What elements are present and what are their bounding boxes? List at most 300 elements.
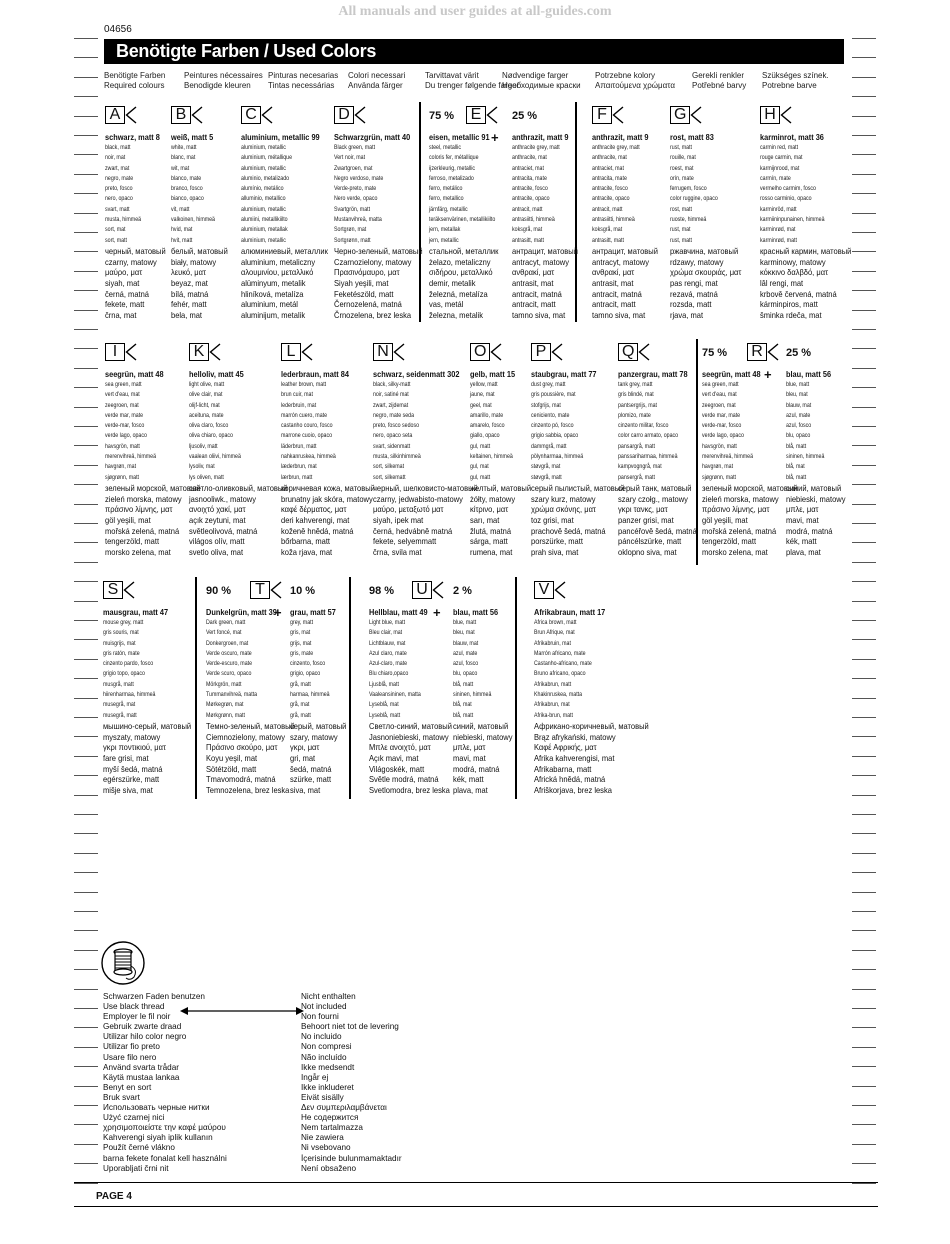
color-translation: hvid, mat xyxy=(171,226,193,234)
color-translation: gris, mate xyxy=(290,649,314,657)
color-translation: ferroso, metalizado xyxy=(429,174,474,182)
margin-tick xyxy=(74,310,98,311)
color-translation: bílá, matná xyxy=(171,288,209,299)
margin-tick xyxy=(74,620,98,621)
color-name-list xyxy=(670,132,749,321)
plus-icon: + xyxy=(274,605,282,620)
color-translation: stofgrijs, mat xyxy=(531,401,561,409)
color-translation: nero, opaco seta xyxy=(373,432,413,440)
color-translation: Feketészöld, matt xyxy=(334,288,394,299)
chevron-left-icon xyxy=(612,106,624,124)
color-translation: Svetlomodra, brez leska xyxy=(369,785,450,796)
margin-tick xyxy=(74,426,98,427)
margin-tick xyxy=(74,213,98,214)
color-translation: Verde-preto, mate xyxy=(334,185,377,193)
color-translation: verde mar, mate xyxy=(105,411,144,419)
margin-tick xyxy=(852,911,876,912)
color-translation: gul, mat xyxy=(470,463,489,471)
color-translation: vit, matt xyxy=(171,205,190,213)
color-translation: antracite, opaco xyxy=(512,195,550,203)
color-letter: O xyxy=(470,343,490,361)
color-translation: støvgrå, matt xyxy=(531,473,562,481)
color-translation: Vert noir, mat xyxy=(334,154,366,162)
color-name: karminrot, matt 36 xyxy=(760,132,824,142)
color-translation: lederbruin, mat xyxy=(281,401,317,409)
color-translation: Afrikabruin, mat xyxy=(534,639,571,647)
margin-tick xyxy=(852,368,876,369)
color-letter: G xyxy=(670,106,690,124)
color-translation: rouge carmin, mat xyxy=(760,154,803,162)
note-line: Utilizar hilo color negro xyxy=(103,1032,187,1042)
margin-tick xyxy=(852,872,876,873)
color-translation: világos olív, matt xyxy=(189,536,245,547)
color-letter: U xyxy=(412,581,432,599)
color-translation: vert d'eau, mat xyxy=(105,391,140,399)
color-translation: gul, matt xyxy=(470,473,491,481)
color-translation: anthracite, mat xyxy=(592,154,627,162)
color-translation: preto, fosco xyxy=(105,185,133,193)
color-translation: järnfärg, metallic xyxy=(429,205,468,213)
color-translation: myší šedá, matná xyxy=(103,763,163,774)
color-translation: Koyu yeşil, mat xyxy=(206,753,258,764)
color-translation: kárminpiros, matt xyxy=(760,299,818,310)
note-line: İçerisinde bulunmamaktadır xyxy=(301,1153,402,1163)
color-translation: niebieski, matowy xyxy=(786,493,846,504)
color-translation: marrón cuero, mate xyxy=(281,411,328,419)
color-translation: color ruggine, opaco xyxy=(670,195,718,203)
margin-tick xyxy=(74,174,98,175)
color-translation: ржавчина, матовый xyxy=(670,245,739,256)
color-translation: antracit, matt xyxy=(592,205,623,213)
color-name: eisen, metallic 91 xyxy=(429,132,490,142)
note-line: Nie zawiera xyxy=(301,1133,344,1143)
color-translation: χρώμα σκουριάς, ματ xyxy=(670,267,742,278)
color-translation: verde mar, mate xyxy=(702,411,741,419)
margin-tick xyxy=(74,504,98,505)
color-translation: verde lago, opaco xyxy=(702,432,744,440)
margin-tick xyxy=(74,57,98,58)
color-translation: zwart, zijdemat xyxy=(373,401,409,409)
color-translation: železná, metalíza xyxy=(429,288,488,299)
color-translation: panssariharmaa, himmeä xyxy=(618,453,678,461)
color-name: blau, matt 56 xyxy=(786,369,832,379)
margin-tick xyxy=(74,1066,98,1067)
color-translation: dust grey, matt xyxy=(531,381,566,388)
margin-tick xyxy=(852,1183,876,1184)
color-translation: Brun Afrique, mat xyxy=(534,629,575,637)
color-name: aluminium, metallic 99 xyxy=(241,132,320,142)
note-line: Eivät sisälly xyxy=(301,1092,344,1102)
color-translation: porszürke, matt xyxy=(531,536,583,547)
margin-tick xyxy=(852,329,876,330)
color-translation: bőrbarna, matt xyxy=(281,536,331,547)
page-title: Benötigte Farben / Used Colors xyxy=(116,41,377,61)
color-translation: rozsda, matt xyxy=(670,299,712,310)
color-translation: fekete, selyemmatt xyxy=(373,536,437,547)
margin-tick xyxy=(74,329,98,330)
color-translation: Azul-claro, mate xyxy=(369,660,408,668)
color-translation: синий, матовый xyxy=(453,720,509,731)
color-translation: cinzento pardo, fosco xyxy=(103,660,154,668)
thread-spool-icon xyxy=(100,940,146,986)
color-translation: blå, matt xyxy=(453,711,474,719)
color-translation: göl yeşili, mat xyxy=(105,515,151,526)
color-translation: anthracite grey, matt xyxy=(592,144,640,151)
color-name-list xyxy=(290,607,353,796)
chevron-left-icon xyxy=(125,343,137,361)
margin-tick xyxy=(852,620,876,621)
margin-tick xyxy=(74,154,98,155)
color-translation: antracite, fosco xyxy=(592,185,628,193)
color-translation: стальной, металлик xyxy=(429,245,499,256)
color-translation: páncélszürke, matt xyxy=(618,536,682,547)
color-translation: sea green, matt xyxy=(105,381,142,388)
color-translation: morsko zelena, mat xyxy=(702,547,768,558)
plus-icon: + xyxy=(433,605,441,620)
color-letter: A xyxy=(105,106,125,124)
color-translation: rdzawy, matowy xyxy=(670,256,724,267)
color-translation: grigio topo, opaco xyxy=(103,670,145,678)
color-translation: coloris fer, métallique xyxy=(429,154,479,162)
color-translation: черный, шелковисто-матовый xyxy=(373,482,478,493)
color-translation: λευκό, ματ xyxy=(171,267,206,278)
color-translation: Črnozelena, brez leska xyxy=(334,310,412,321)
margin-tick xyxy=(852,1124,876,1125)
color-translation: alumiini, metallikiilto xyxy=(241,216,288,224)
margin-tick xyxy=(74,581,98,582)
color-translation: plomizo, mate xyxy=(618,411,651,419)
color-translation: sort, matt xyxy=(105,236,127,244)
color-translation: harmaa, himmeä xyxy=(290,691,330,699)
note-line: Nem tartalmazza xyxy=(301,1123,363,1133)
color-translation: železna, metalik xyxy=(429,310,484,321)
color-name-list xyxy=(470,369,538,558)
color-translation: Black green, matt xyxy=(334,144,376,151)
margin-tick xyxy=(74,387,98,388)
header-label: Benötigte Farben Required colours xyxy=(104,71,166,90)
chevron-left-icon xyxy=(354,106,366,124)
color-translation: blauw, mat xyxy=(786,401,812,409)
color-name: blau, matt 56 xyxy=(453,607,499,617)
note-line: Não incluído xyxy=(301,1052,347,1062)
color-translation: vermelho carmim, fosco xyxy=(760,185,816,193)
color-translation: алюминиевый, металлик xyxy=(241,245,328,256)
color-translation: dammgrå, matt xyxy=(531,442,567,450)
color-translation: jern, metallic xyxy=(429,236,459,244)
left-margin-ticks xyxy=(74,0,98,1244)
margin-tick xyxy=(852,659,876,660)
color-translation: olijf-licht, mat xyxy=(189,401,220,409)
color-translation: giallo, opaco xyxy=(470,432,500,440)
color-translation: svart, matt xyxy=(105,205,130,213)
color-name-list xyxy=(281,369,385,558)
color-translation: plava, mat xyxy=(786,547,821,558)
color-translation: blå, matt xyxy=(453,680,474,688)
color-translation: σιδήρου, μεταλλικό xyxy=(429,267,493,278)
margin-tick xyxy=(852,639,876,640)
color-translation: tengerzöld, matt xyxy=(702,536,757,547)
color-translation: καφέ δέρματος, ματ xyxy=(281,504,347,515)
color-letter-badge xyxy=(103,581,135,599)
margin-tick xyxy=(852,445,876,446)
color-translation: musta, silkinhimmeä xyxy=(373,453,421,461)
color-translation: cinzento pó, fosco xyxy=(531,422,574,430)
color-translation: žlutá, matná xyxy=(470,525,512,536)
color-translation: azul, fosco xyxy=(786,422,812,430)
mix-percent: 98 % xyxy=(369,585,395,597)
color-translation: pas rengi, mat xyxy=(670,278,718,289)
color-translation: aluminium, metallic xyxy=(241,205,286,213)
note-line: Benyt en sort xyxy=(103,1082,152,1092)
color-translation: kék, matt xyxy=(786,536,817,547)
color-translation: černá, hedvábně matná xyxy=(373,525,453,536)
watermark: All manuals and user guides at all-guides.com xyxy=(338,4,612,19)
color-translation: антрацит, матовый xyxy=(592,245,658,256)
color-translation: svetlo oliva, mat xyxy=(189,547,244,558)
color-translation: açık zeytuni, mat xyxy=(189,515,246,526)
color-translation: panzer grisi, mat xyxy=(618,515,674,526)
color-name-list xyxy=(534,607,661,796)
margin-tick xyxy=(852,930,876,931)
color-translation: white, matt xyxy=(171,144,197,151)
color-translation: color carro armato, opaco xyxy=(618,432,679,440)
color-translation: Blu chiaro,opaco xyxy=(369,670,409,678)
color-translation: Verde oscuro, mate xyxy=(206,649,252,657)
color-translation: γκρι, ματ xyxy=(290,742,320,753)
mix-percent: 75 % xyxy=(429,110,455,122)
margin-tick xyxy=(74,1047,98,1048)
color-translation: aluminium, metallic xyxy=(241,164,286,172)
color-letter-badge xyxy=(760,106,792,124)
color-translation: Africa brown, matt xyxy=(534,619,577,626)
color-translation: ανθρακί, ματ xyxy=(512,267,555,278)
margin-tick xyxy=(852,504,876,505)
color-translation: lærbrun, matt xyxy=(281,473,313,481)
color-translation: myszaty, matowy xyxy=(103,731,161,742)
chevron-left-icon xyxy=(690,106,702,124)
margin-tick xyxy=(852,989,876,990)
color-letter: C xyxy=(241,106,261,124)
color-translation: fare grisi, mat xyxy=(103,753,149,764)
color-translation: karmiininpunainen, himmeä xyxy=(760,216,825,224)
margin-tick xyxy=(852,1163,876,1164)
note-line: Использовать черные нитки xyxy=(103,1103,210,1113)
color-translation: Tmavomodrá, matná xyxy=(206,774,276,785)
color-translation: črna, svila mat xyxy=(373,547,422,558)
color-translation: Açık mavi, mat xyxy=(369,753,419,764)
color-translation: blue, matt xyxy=(453,619,477,626)
color-name: staubgrau, matt 77 xyxy=(531,369,597,379)
color-translation: rost, matt xyxy=(670,205,692,213)
color-translation: Afrika-brun, matt xyxy=(534,711,573,719)
color-name: grau, matt 57 xyxy=(290,607,336,617)
color-translation: mišje siva, mat xyxy=(103,785,153,796)
color-translation: svart, sidenmatt xyxy=(373,442,411,450)
color-translation: verde-mar, fosco xyxy=(702,422,742,430)
not-included-notes xyxy=(301,992,402,1174)
color-translation: černá, matná xyxy=(105,288,150,299)
color-translation: blå, matt xyxy=(786,473,807,481)
color-translation: grå, matt xyxy=(290,680,311,688)
margin-tick xyxy=(74,96,98,97)
color-translation: черный, матовый xyxy=(105,245,166,256)
color-translation: muisgrijs, mat xyxy=(103,639,136,647)
color-translation: синий, матовый xyxy=(786,482,842,493)
color-translation: pansergrå, matt xyxy=(618,473,655,481)
color-letter: F xyxy=(592,106,612,124)
color-letter: R xyxy=(747,343,767,361)
header-label: Colori necessari Använda färger xyxy=(348,71,406,90)
color-translation: bleu, mat xyxy=(453,629,475,637)
color-letter-badge xyxy=(241,106,273,124)
color-name-list xyxy=(453,607,519,796)
note-line: Použít černé vlákno xyxy=(103,1143,175,1153)
color-translation: blanco, mate xyxy=(171,174,202,182)
color-translation: jasnooliwk., matowy xyxy=(189,493,257,504)
margin-tick xyxy=(852,756,876,757)
color-translation: blue, matt xyxy=(786,381,810,388)
color-translation: modrá, matná xyxy=(786,525,833,536)
margin-tick xyxy=(852,795,876,796)
margin-tick xyxy=(852,814,876,815)
color-translation: carmín, mate xyxy=(760,174,791,182)
color-translation: antracit, matná xyxy=(512,288,562,299)
color-translation: rust, matt xyxy=(670,144,692,151)
color-translation: bianco, opaco xyxy=(171,195,204,203)
note-line: barna fekete fonalat kell használni xyxy=(103,1153,227,1163)
color-translation: sea green, matt xyxy=(702,381,739,388)
color-translation: czarny, jedwabisto-matowy xyxy=(373,493,463,504)
color-translation: bleu, mat xyxy=(786,391,808,399)
color-letter-badge xyxy=(281,343,313,361)
color-letter: Q xyxy=(618,343,638,361)
margin-tick xyxy=(852,1008,876,1009)
note-line: Uporabljati črni nit xyxy=(103,1163,169,1173)
color-translation: pantsergrijs, mat xyxy=(618,401,657,409)
color-translation: alüminyum, metalik xyxy=(241,278,306,289)
color-translation: rouille, mat xyxy=(670,154,696,162)
color-translation: läderbrun, matt xyxy=(281,442,317,450)
color-letter: N xyxy=(373,343,393,361)
color-translation: белый, матовый xyxy=(171,245,228,256)
color-translation: Dark green, matt xyxy=(206,619,246,626)
margin-tick xyxy=(852,1066,876,1067)
margin-tick xyxy=(852,969,876,970)
margin-tick xyxy=(852,833,876,834)
color-translation: ijzerkleurig, metallic xyxy=(429,164,476,172)
color-translation: leather brown, matt xyxy=(281,381,327,388)
color-translation: fehér, matt xyxy=(171,299,207,310)
color-translation: Jasnoniebieski, matowy xyxy=(369,731,449,742)
color-translation: biały, matowy xyxy=(171,256,217,267)
color-translation: Sötétzöld, matt xyxy=(206,763,257,774)
color-letter: I xyxy=(105,343,125,361)
color-translation: grå, matt xyxy=(290,711,311,719)
color-translation: χρώμα σκόνης, ματ xyxy=(531,504,596,515)
color-translation: szary czołg., matowy xyxy=(618,493,688,504)
margin-tick xyxy=(74,717,98,718)
color-translation: blå, mat xyxy=(453,701,472,709)
color-translation: antracit, matná xyxy=(592,288,642,299)
color-name-list xyxy=(592,132,665,321)
color-translation: black, silky-matt xyxy=(373,381,411,388)
color-translation: szary, matowy xyxy=(290,731,338,742)
color-translation: zeegroen, mat xyxy=(105,401,139,409)
color-translation: hliníková, metalíza xyxy=(241,288,304,299)
color-translation: ljusoliv, matt xyxy=(189,442,218,450)
color-translation: zeegroen, mat xyxy=(702,401,736,409)
color-translation: azul, mate xyxy=(453,649,478,657)
color-letter-badge xyxy=(334,106,366,124)
color-translation: gris poussière, mat xyxy=(531,391,576,399)
margin-tick xyxy=(852,348,876,349)
color-letter-badge xyxy=(670,106,702,124)
color-letter-badge xyxy=(592,106,624,124)
color-translation: Καφέ Αφρικής, ματ xyxy=(534,742,597,753)
color-translation: antracite, fosco xyxy=(512,185,548,193)
color-translation: grigio sabbia, opaco xyxy=(531,432,579,440)
color-translation: rust, mat xyxy=(670,226,691,234)
color-translation: tengerzöld, matt xyxy=(105,536,160,547)
color-translation: sjøgrønn, matt xyxy=(702,473,737,481)
color-translation: Világoskék, matt xyxy=(369,763,425,774)
color-translation: negro, mate seda xyxy=(373,411,415,419)
color-translation: kék, matt xyxy=(453,774,484,785)
color-translation: Sortgrøn, mat xyxy=(334,226,367,234)
color-translation: antrasit, mat xyxy=(592,278,634,289)
note-line: Kahverengi siyah iplik kullanın xyxy=(103,1133,213,1143)
title-bar xyxy=(104,39,844,64)
note-line: Nicht enthalten xyxy=(301,992,356,1001)
color-translation: żółty, matowy xyxy=(470,493,516,504)
color-translation: tank grey, matt xyxy=(618,381,653,388)
color-translation: verde lago, opaco xyxy=(105,432,147,440)
color-translation: ferro, metallico xyxy=(429,195,464,203)
color-translation: gris blindé, mat xyxy=(618,391,654,399)
margin-tick xyxy=(74,1086,98,1087)
color-translation: črna, mat xyxy=(105,310,137,321)
color-translation: azul, fosco xyxy=(453,660,479,668)
color-translation: sininen, himmeä xyxy=(786,453,825,461)
color-translation: Bleu clair, mat xyxy=(369,629,403,637)
color-translation: антрацит, матовый xyxy=(512,245,578,256)
color-translation: karminrød, mat xyxy=(760,226,796,234)
margin-tick xyxy=(852,116,876,117)
color-translation: γκρι τανκς, ματ xyxy=(618,504,668,515)
color-translation: blauw, mat xyxy=(453,639,479,647)
margin-tick xyxy=(74,814,98,815)
note-line: Non compresi xyxy=(301,1042,352,1052)
color-translation: Siyah yeşili, mat xyxy=(334,278,389,289)
margin-tick xyxy=(74,116,98,117)
chevron-left-icon xyxy=(767,343,779,361)
color-translation: noir, satiné mat xyxy=(373,391,409,399)
margin-tick xyxy=(74,193,98,194)
margin-tick xyxy=(74,639,98,640)
color-translation: brunatny jak skóra, matowy xyxy=(281,493,373,504)
note-line: No incluido xyxy=(301,1032,342,1042)
color-translation: musegrå, mat xyxy=(103,701,136,709)
color-translation: zieleń morska, matowy xyxy=(702,493,779,504)
color-translation: cinzento militar, fosco xyxy=(618,422,669,430)
margin-tick xyxy=(74,853,98,854)
color-translation: μαύρο, ματ xyxy=(105,267,143,278)
color-translation: teräksenvärinen, metallikiilto xyxy=(429,216,496,224)
color-translation: αλουμινίου, μεταλλικό xyxy=(241,267,314,278)
note-line: Не содержится xyxy=(301,1113,359,1123)
color-letter-badge xyxy=(412,581,444,599)
color-translation: sort, silkematt xyxy=(373,473,406,481)
